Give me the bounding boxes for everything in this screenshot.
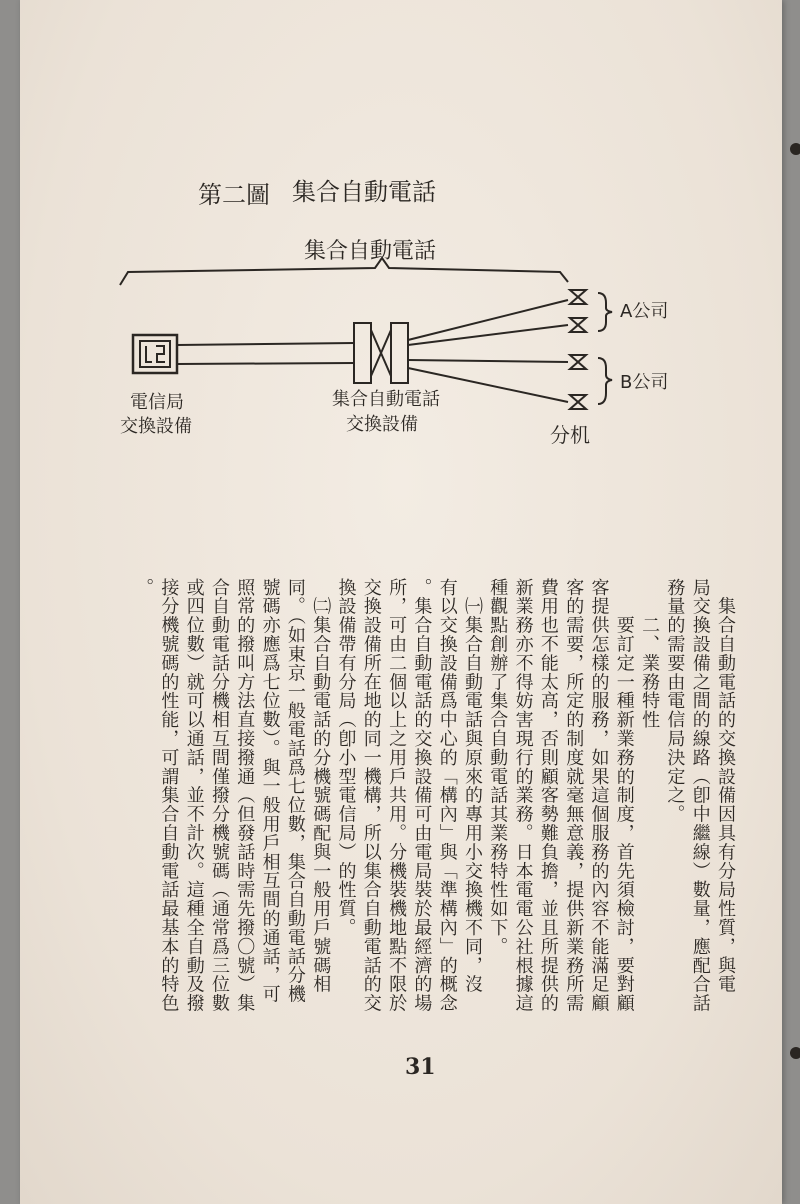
text-column: 同。（如東京一般電話爲七位數，集合自動電話分機 bbox=[284, 578, 306, 1004]
book-page bbox=[20, 0, 782, 1204]
vertical-text-body bbox=[20, 0, 782, 1204]
text-column: 照常的撥叫方法直接撥通（但發話時需先撥〇號）集 bbox=[234, 578, 256, 1013]
exchange-label-line-2: 交換設備 bbox=[120, 416, 192, 437]
binding-hole-top bbox=[790, 143, 800, 155]
text-column: ㈡集合自動電話的分機號碼配與一般用戶號碼相 bbox=[310, 578, 332, 994]
figure-caption-title: 集合自動電話 bbox=[292, 178, 436, 206]
text-column: 客的需要，所定的制度就毫無意義，提供新業務所需 bbox=[563, 578, 585, 1013]
binding-hole-bottom bbox=[790, 1047, 800, 1059]
text-column: 號碼亦應爲七位數）。與一般用戶相互間的通話，可 bbox=[259, 578, 281, 1004]
text-column: 或四位數）就可以通話，並不計次。這種全自動及撥 bbox=[183, 578, 205, 1013]
figure-caption-label: 第二圖 bbox=[198, 181, 270, 209]
text-column: 要訂定一種新業務的制度，首先須檢討，要對顧 bbox=[613, 578, 635, 1013]
company-b-label: B公司 bbox=[620, 372, 669, 393]
text-column: 務量的需要由電信局決定之。 bbox=[664, 578, 686, 824]
extensions-label: 分机 bbox=[550, 423, 590, 447]
text-column: 種觀點創辦了集合自動電話其業務特性如下。 bbox=[487, 578, 509, 956]
company-a-label: A公司 bbox=[620, 301, 669, 322]
text-column: 。 bbox=[133, 578, 155, 597]
page-number: 31 bbox=[405, 1054, 436, 1080]
bracket-label: 集合自動電話 bbox=[304, 239, 437, 264]
text-column: 新業務亦不得妨害現行的業務。日本電電公社根據這 bbox=[512, 578, 534, 1013]
text-column: 集合自動電話的交換設備因具有分局性質，與電 bbox=[715, 578, 736, 994]
text-column: ㈠集合自動電話與原來的專用小交換機不同，沒 bbox=[462, 578, 483, 994]
text-column: 客提供怎樣的服務，如果這個服務的內容不能滿足顧 bbox=[588, 578, 610, 1013]
text-column: 合自動電話分機相互間僅撥分機號碼（通常爲三位數 bbox=[209, 578, 230, 1013]
text-column: 二、業務特性 bbox=[639, 578, 661, 730]
text-column: 所，可由二個以上之用戶共用。分機裝機地點不限於 bbox=[386, 578, 408, 1013]
text-column: 有以交換設備爲中心的「構內」與「準構內」的概念 bbox=[436, 578, 458, 1013]
central-label-line-1: 集合自動電話 bbox=[332, 389, 440, 410]
central-label-line-2: 交換設備 bbox=[346, 414, 418, 435]
text-column: 交換設備所在地的同一機構，所以集合自動電話的交 bbox=[360, 578, 382, 1013]
text-column: 。集合自動電話的交換設備可由電局裝於最經濟的場 bbox=[411, 578, 433, 1013]
text-column: 費用也不能太高，否則顧客勢難負擔，並且所提供的 bbox=[537, 578, 559, 1013]
text-column: 換設備帶有分局（卽小型電信局）的性質。 bbox=[335, 578, 357, 938]
exchange-label-line-1: 電信局 bbox=[130, 392, 184, 413]
text-column: 接分機號碼的性能，可謂集合自動電話最基本的特色 bbox=[158, 578, 180, 1013]
text-column: 局交換設備之間的線路（卽中繼線）數量，應配合話 bbox=[689, 578, 711, 1013]
